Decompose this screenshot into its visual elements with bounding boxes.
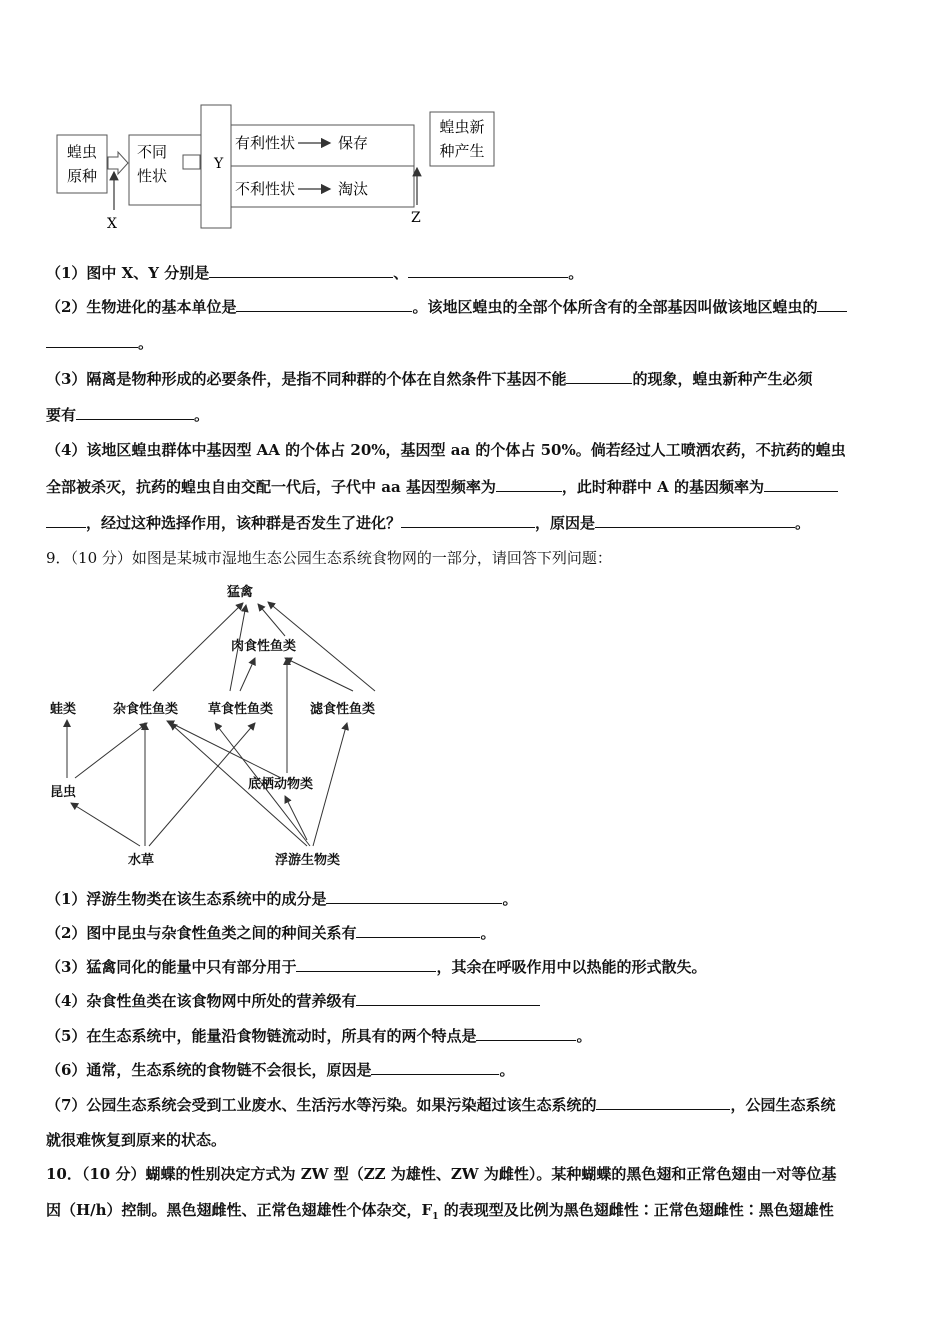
end-mark: 。: [499, 1061, 515, 1079]
node-aquatic-plants: 水草: [128, 853, 155, 868]
blank[interactable]: [296, 956, 436, 972]
end-mark: 。: [480, 924, 496, 942]
box-original-species-line1: 蝗虫: [66, 143, 98, 161]
q8-sub4-line2: [46, 476, 908, 497]
q8-sub3: [46, 368, 908, 389]
blank[interactable]: [401, 512, 535, 528]
q9-header: [46, 548, 908, 568]
blank[interactable]: [596, 1094, 730, 1110]
q8-sub2-cont: [46, 332, 908, 353]
hollow-arrow: [108, 152, 128, 174]
q8-sub3-text-b: 的现象，蝗虫新种产生必须: [632, 370, 813, 388]
q9-sub3: [46, 956, 908, 977]
q8-sub4-text-a: （4）该地区蝗虫群体中基因型 AA 的个体占 20%，基因型 aa 的个体占 50%。倘若经过人工喷洒农药，不抗药的蝗虫: [46, 441, 846, 459]
q8-sub1-text: （1）图中 X、Y 分别是: [46, 264, 210, 282]
q10-line1-text: 10．（10 分）蝴蝶的性别决定方式为 ZW 型（ZZ 为雄性、ZW 为雌性）。某种蝴蝶的黑色翅和正常色翅由一对等位基: [46, 1165, 837, 1183]
blank[interactable]: [356, 922, 480, 938]
box-new-species-line2: 种产生: [439, 142, 485, 160]
q8-sub2-text-b: 。该地区蝗虫的全部个体所含有的全部基因叫做该地区蝗虫的: [412, 298, 818, 316]
blank[interactable]: [764, 476, 838, 492]
q8-sub1: [46, 262, 908, 283]
blank[interactable]: [566, 368, 632, 384]
q9-sub4: [46, 990, 908, 1011]
q8-sub4-text-e: ，原因是: [535, 514, 596, 532]
node-insect: 昆虫: [50, 785, 77, 800]
box-original-species-line2: 原种: [66, 167, 98, 185]
preserve: 保存: [338, 134, 369, 152]
y-label: Y: [214, 156, 224, 172]
blank[interactable]: [76, 404, 194, 420]
end-mark: 。: [576, 1027, 592, 1045]
q8-sub4-text-b: 全部被杀灭，抗药的蝗虫自由交配一代后，子代中 aa 基因型频率为: [46, 478, 496, 496]
q9-sub7: [46, 1094, 908, 1115]
blank[interactable]: [46, 512, 86, 528]
q8-sub4-text-c: ，此时种群中 A 的基因频率为: [561, 478, 764, 496]
box-new-species-line1: 蝗虫新: [439, 118, 485, 136]
q9-header-text: 9．（10 分）如图是某城市湿地生态公园生态系统食物网的一部分，请回答下列问题：: [46, 549, 612, 567]
sep: 、: [393, 264, 409, 282]
blank[interactable]: [371, 1059, 499, 1075]
q8-sub4-text-d: ，经过这种选择作用，该种群是否发生了进化？: [86, 514, 402, 532]
q8-sub3-text-a: （3）隔离是物种形成的必要条件，是指不同种群的个体在自然条件下基因不能: [46, 370, 567, 388]
blank[interactable]: [46, 332, 138, 348]
q9-sub7-text-b: ，公园生态系统: [730, 1096, 836, 1114]
end-mark: 。: [194, 406, 210, 424]
q9-sub5-text: （5）在生态系统中，能量沿食物链流动时，所具有的两个特点是: [46, 1027, 477, 1045]
q9-sub7-text-a: （7）公园生态系统会受到工业废水、生活污水等污染。如果污染超过该生态系统的: [46, 1096, 597, 1114]
q9-sub1-text: （1）浮游生物类在该生态系统中的成分是: [46, 890, 327, 908]
q8-sub4: [46, 440, 908, 460]
q8-sub3-cont: [46, 404, 908, 425]
node-benthic-animals: 底栖动物类: [248, 777, 314, 792]
blank[interactable]: [496, 476, 562, 492]
q10-line2: [46, 1200, 908, 1227]
blank[interactable]: [209, 262, 393, 278]
q10-line2-text-a: 因（H/h）控制。黑色翅雌性、正常色翅雄性个体杂交，F: [46, 1201, 433, 1219]
blank[interactable]: [326, 888, 502, 904]
q8-sub4-line3: [46, 512, 908, 533]
node-raptor: 猛禽: [227, 585, 254, 600]
box-traits-line2: 性状: [136, 167, 168, 185]
node-plankton: 浮游生物类: [275, 853, 341, 868]
blank[interactable]: [817, 296, 847, 312]
q8-sub2-text-a: （2）生物进化的基本单位是: [46, 298, 237, 316]
q9-sub7-cont: [46, 1130, 908, 1150]
favorable-traits: 有利性状: [235, 134, 296, 152]
node-frog: 蛙类: [50, 702, 77, 717]
q10-line1: [46, 1164, 908, 1184]
q9-sub3-text-b: ，其余在呼吸作用中以热能的形式散失。: [436, 958, 707, 976]
end-mark: 。: [502, 890, 518, 908]
q9-sub2: [46, 922, 908, 943]
q9-sub3-text-a: （3）猛禽同化的能量中只有部分用于: [46, 958, 297, 976]
end-mark: 。: [568, 264, 584, 282]
f1-subscript: 1: [432, 1212, 439, 1222]
q9-sub6-text: （6）通常，生态系统的食物链不会很长，原因是: [46, 1061, 372, 1079]
q9-sub1: [46, 888, 908, 909]
q9-sub4-text: （4）杂食性鱼类在该食物网中所处的营养级有: [46, 992, 357, 1010]
q8-sub3-text-c: 要有: [46, 406, 77, 424]
node-herbivorous-fish: 草食性鱼类: [208, 702, 274, 717]
evolution-flowchart: [52, 100, 502, 235]
z-label: Z: [411, 210, 421, 226]
q8-sub2: [46, 296, 908, 317]
q10-line2-text-b: 的表现型及比例为黑色翅雌性∶正常色翅雌性∶黑色翅雄性: [438, 1201, 834, 1219]
eliminate: 淘汰: [338, 180, 369, 198]
small-box: [183, 155, 200, 169]
end-mark: 。: [795, 514, 811, 532]
q9-sub5: [46, 1025, 908, 1046]
blank[interactable]: [356, 990, 540, 1006]
q9-sub6: [46, 1059, 908, 1080]
q9-sub7-text-c: 就很难恢复到原来的状态。: [46, 1131, 227, 1149]
food-web-diagram: [45, 578, 405, 873]
unfavorable-traits: 不利性状: [235, 180, 296, 198]
blank[interactable]: [476, 1025, 576, 1041]
blank[interactable]: [408, 262, 568, 278]
node-omnivorous-fish: 杂食性鱼类: [113, 702, 179, 717]
q9-sub2-text: （2）图中昆虫与杂食性鱼类之间的种间关系有: [46, 924, 357, 942]
node-filter-feeding-fish: 滤食性鱼类: [310, 702, 376, 717]
blank[interactable]: [236, 296, 412, 312]
blank[interactable]: [595, 512, 795, 528]
box-traits-line1: 不同: [136, 143, 168, 161]
node-carnivorous-fish: 肉食性鱼类: [231, 639, 297, 654]
end-mark: 。: [138, 334, 154, 352]
x-label: X: [107, 216, 117, 232]
